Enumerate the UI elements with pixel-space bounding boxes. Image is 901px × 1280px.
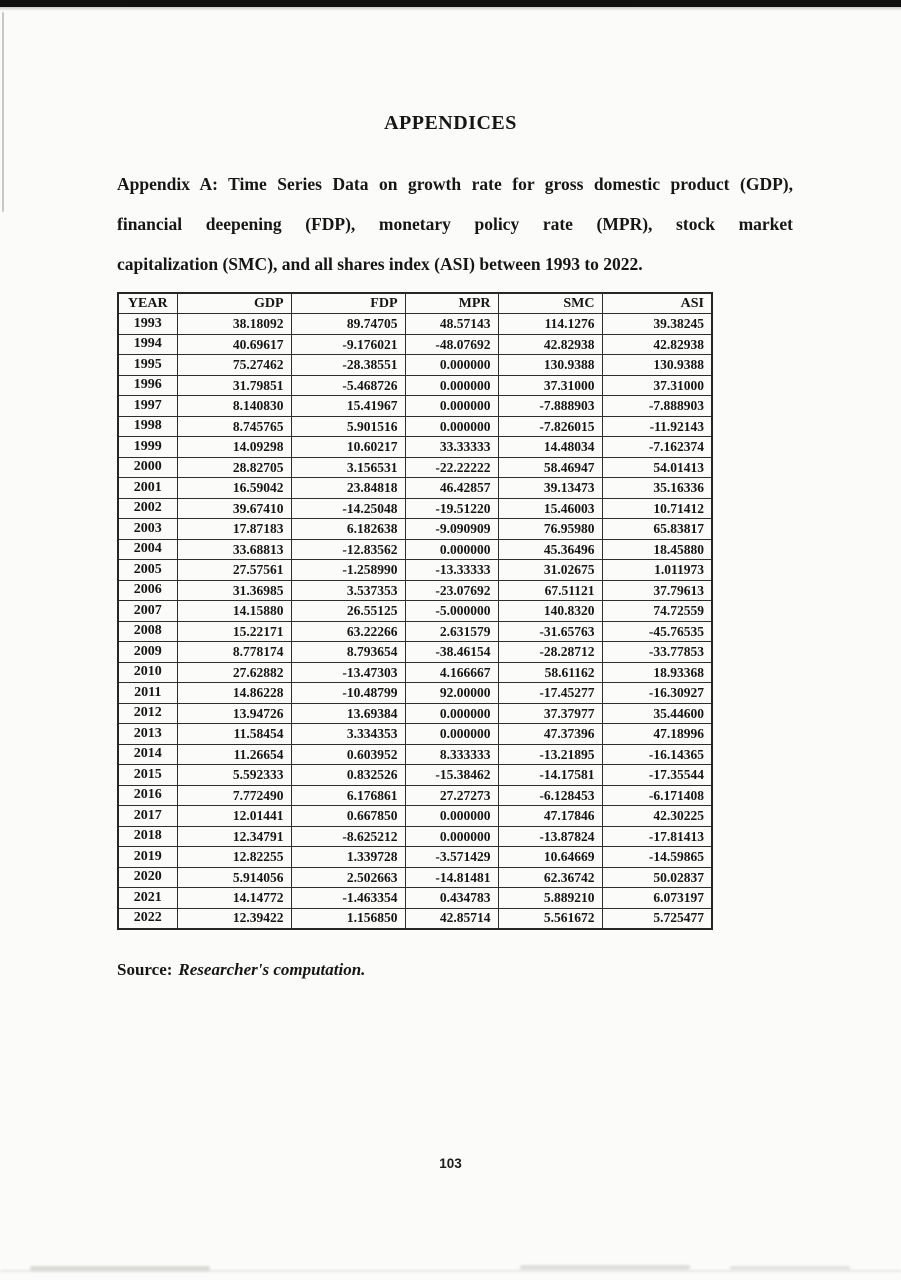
table-cell: -19.51220 [405,498,498,519]
table-row [118,785,712,806]
table-cell: 12.82255 [177,847,291,868]
table-cell-year: 1997 [118,396,177,417]
table-cell: 1.011973 [602,560,712,581]
table-cell: 8.140830 [177,396,291,417]
table-cell-year: 2008 [118,621,177,642]
table-cell: -22.22222 [405,457,498,478]
table-row [118,539,712,560]
table-cell: 0.667850 [291,806,405,827]
table-cell: -1.258990 [291,560,405,581]
table-body [118,314,712,929]
table-row [118,416,712,437]
table-cell: 42.85714 [405,908,498,929]
table-cell: 6.073197 [602,888,712,909]
table-cell: 27.57561 [177,560,291,581]
table-cell: 8.333333 [405,744,498,765]
table-cell: -7.888903 [602,396,712,417]
table-cell: 65.83817 [602,519,712,540]
table-cell: -14.25048 [291,498,405,519]
appendix-label: Appendix A: [117,174,218,194]
table-row [118,724,712,745]
table-cell: -13.21895 [498,744,602,765]
table-header-cell: GDP [177,293,291,314]
table-cell-year: 2011 [118,683,177,704]
table-row [118,314,712,335]
table-cell: -12.83562 [291,539,405,560]
page-number: 103 [439,1156,462,1171]
table-cell: 62.36742 [498,867,602,888]
table-cell: 76.95980 [498,519,602,540]
table-cell: 140.8320 [498,601,602,622]
table-cell: 17.87183 [177,519,291,540]
table-header-cell: MPR [405,293,498,314]
table-cell: -5.468726 [291,375,405,396]
table-cell: 47.37396 [498,724,602,745]
table-cell: -7.888903 [498,396,602,417]
table-cell: -17.81413 [602,826,712,847]
scan-top-shadow [0,7,901,11]
table-cell: -45.76535 [602,621,712,642]
source-note [117,960,365,980]
table-cell: 50.02837 [602,867,712,888]
table-cell: 4.166667 [405,662,498,683]
table-cell: 2.502663 [291,867,405,888]
table-cell-year: 2003 [118,519,177,540]
table-row [118,765,712,786]
table-cell: 42.30225 [602,806,712,827]
table-row [118,396,712,417]
table-cell: -11.92143 [602,416,712,437]
table-cell: 31.02675 [498,560,602,581]
table-cell: 18.45880 [602,539,712,560]
table-cell: 5.561672 [498,908,602,929]
table-cell: 12.34791 [177,826,291,847]
table-cell: 5.592333 [177,765,291,786]
table-cell: 14.48034 [498,437,602,458]
table-cell: -13.33333 [405,560,498,581]
table-cell: 3.537353 [291,580,405,601]
table-cell: 35.16336 [602,478,712,499]
table-row [118,580,712,601]
table-row [118,519,712,540]
table-cell-year: 1998 [118,416,177,437]
table-cell: 39.67410 [177,498,291,519]
table-cell: 0.434783 [405,888,498,909]
page-title: APPENDICES [384,112,517,134]
table-cell-year: 2007 [118,601,177,622]
scan-top-edge [0,0,901,7]
table-row [118,642,712,663]
table-row [118,498,712,519]
table-cell: 130.9388 [498,355,602,376]
appendix-caption-line-3 [117,244,793,284]
table-row [118,355,712,376]
table-cell: -1.463354 [291,888,405,909]
table-cell: -13.47303 [291,662,405,683]
table-cell: 39.13473 [498,478,602,499]
appendix-caption-text-1: Time Series Data on growth rate for gross domestic product (GDP), [228,174,793,194]
table-row [118,847,712,868]
table-cell: 3.156531 [291,457,405,478]
table-cell-year: 2021 [118,888,177,909]
table-cell: 6.182638 [291,519,405,540]
table-cell: -7.826015 [498,416,602,437]
table-cell: 40.69617 [177,334,291,355]
table-cell: 37.31000 [498,375,602,396]
table-cell: 37.31000 [602,375,712,396]
table-cell-year: 2012 [118,703,177,724]
table-cell: 38.18092 [177,314,291,335]
table-cell: 23.84818 [291,478,405,499]
table-cell-year: 2001 [118,478,177,499]
table-cell: 39.38245 [602,314,712,335]
table-cell: 89.74705 [291,314,405,335]
table-cell-year: 2016 [118,785,177,806]
table-row [118,601,712,622]
table-cell: 5.725477 [602,908,712,929]
table-cell: 5.901516 [291,416,405,437]
table-cell: 45.36496 [498,539,602,560]
table-cell: 2.631579 [405,621,498,642]
data-table [117,292,713,930]
table-cell: -28.28712 [498,642,602,663]
table-cell: 33.68813 [177,539,291,560]
table-cell: 10.60217 [291,437,405,458]
table-cell: -16.30927 [602,683,712,704]
table-cell: 31.36985 [177,580,291,601]
table-cell-year: 2014 [118,744,177,765]
table-cell-year: 2019 [118,847,177,868]
table-cell-year: 2009 [118,642,177,663]
table-cell: 27.62882 [177,662,291,683]
table-cell: 42.82938 [602,334,712,355]
table-cell: -9.090909 [405,519,498,540]
table-cell: 47.18996 [602,724,712,745]
table-cell-year: 2013 [118,724,177,745]
table-cell-year: 2015 [118,765,177,786]
table-cell: 14.14772 [177,888,291,909]
table-cell: 5.914056 [177,867,291,888]
table-cell-year: 1996 [118,375,177,396]
table-cell: -9.176021 [291,334,405,355]
table-cell: -15.38462 [405,765,498,786]
table-cell: -23.07692 [405,580,498,601]
table-row [118,457,712,478]
table-cell-year: 2002 [118,498,177,519]
table-cell-year: 1995 [118,355,177,376]
table-cell: 6.176861 [291,785,405,806]
table-cell: 33.33333 [405,437,498,458]
table-cell: 48.57143 [405,314,498,335]
table-cell: 26.55125 [291,601,405,622]
table-row [118,662,712,683]
table-cell: 35.44600 [602,703,712,724]
table-cell-year: 1993 [118,314,177,335]
table-row [118,437,712,458]
table-cell: -14.59865 [602,847,712,868]
table-header-cell: YEAR [118,293,177,314]
table-cell: 74.72559 [602,601,712,622]
table-cell: 14.86228 [177,683,291,704]
table-cell: 63.22266 [291,621,405,642]
table-row [118,334,712,355]
table-cell: 8.778174 [177,642,291,663]
table-cell: 130.9388 [602,355,712,376]
table-row [118,560,712,581]
table-cell: 31.79851 [177,375,291,396]
table-cell: -10.48799 [291,683,405,704]
appendix-caption-line-2 [117,204,793,244]
table-row [118,826,712,847]
table-cell: 13.94726 [177,703,291,724]
table-cell: 10.71412 [602,498,712,519]
table-cell: -31.65763 [498,621,602,642]
table-cell: 10.64669 [498,847,602,868]
table-cell: 12.39422 [177,908,291,929]
table-cell: 0.000000 [405,416,498,437]
table-cell: -16.14365 [602,744,712,765]
table-cell: 1.156850 [291,908,405,929]
table-cell: -7.162374 [602,437,712,458]
table-cell: -6.128453 [498,785,602,806]
table-row [118,806,712,827]
table-cell: 5.889210 [498,888,602,909]
table-header-cell: FDP [291,293,405,314]
table-cell: 0.000000 [405,375,498,396]
table-row [118,908,712,929]
table-cell: 47.17846 [498,806,602,827]
table-cell: 13.69384 [291,703,405,724]
table-cell-year: 2020 [118,867,177,888]
table-cell: 0.000000 [405,826,498,847]
table-cell: -13.87824 [498,826,602,847]
table-cell-year: 2022 [118,908,177,929]
table-cell-year: 2006 [118,580,177,601]
table-cell: 0.000000 [405,724,498,745]
table-header-row [118,293,712,314]
table-cell: 37.79613 [602,580,712,601]
table-row [118,867,712,888]
table-cell: -38.46154 [405,642,498,663]
table-cell: -17.35544 [602,765,712,786]
table-cell: 7.772490 [177,785,291,806]
table-row [118,478,712,499]
table-cell: 0.000000 [405,539,498,560]
table-row [118,888,712,909]
table-row [118,621,712,642]
table-cell: 15.41967 [291,396,405,417]
table-cell: -8.625212 [291,826,405,847]
table-cell: 14.09298 [177,437,291,458]
table-cell: 0.603952 [291,744,405,765]
table-cell: 16.59042 [177,478,291,499]
table-header-cell: ASI [602,293,712,314]
table-cell-year: 1999 [118,437,177,458]
table-cell-year: 2004 [118,539,177,560]
table-cell: 14.15880 [177,601,291,622]
table-cell: -3.571429 [405,847,498,868]
table-cell: 75.27462 [177,355,291,376]
table-cell: 3.334353 [291,724,405,745]
table-cell: -14.81481 [405,867,498,888]
table-cell-year: 2005 [118,560,177,581]
table-cell: 92.00000 [405,683,498,704]
table-cell: 58.46947 [498,457,602,478]
table-row [118,375,712,396]
table-cell: -5.000000 [405,601,498,622]
table-cell: 46.42857 [405,478,498,499]
table-row [118,703,712,724]
table-cell: 0.000000 [405,806,498,827]
table-cell: 42.82938 [498,334,602,355]
table-cell: 15.22171 [177,621,291,642]
table-cell: -17.45277 [498,683,602,704]
appendix-caption-line-1 [117,164,793,204]
table-cell-year: 2000 [118,457,177,478]
table-cell: 0.832526 [291,765,405,786]
table-cell: -14.17581 [498,765,602,786]
scan-bottom-smudge [0,1264,901,1274]
source-text: Researcher's computation. [178,960,366,979]
table-cell: 0.000000 [405,396,498,417]
table-cell: 37.37977 [498,703,602,724]
table-cell: 18.93368 [602,662,712,683]
table-cell: 0.000000 [405,355,498,376]
appendix-caption-text-2: financial deepening (FDP), monetary policy rate (MPR), stock market [117,214,793,234]
table-cell: 54.01413 [602,457,712,478]
table-cell: 15.46003 [498,498,602,519]
table-cell: 58.61162 [498,662,602,683]
table-cell-year: 2018 [118,826,177,847]
table-cell: 67.51121 [498,580,602,601]
appendix-caption [117,164,793,284]
table-cell: -6.171408 [602,785,712,806]
table-cell-year: 2017 [118,806,177,827]
table-cell: 12.01441 [177,806,291,827]
table-cell: 28.82705 [177,457,291,478]
table-cell: 27.27273 [405,785,498,806]
table-cell: 1.339728 [291,847,405,868]
table-cell: 8.793654 [291,642,405,663]
table-row [118,744,712,765]
table-cell-year: 1994 [118,334,177,355]
source-label: Source: [117,960,173,979]
table-cell: -28.38551 [291,355,405,376]
table-cell: 11.26654 [177,744,291,765]
table-cell: 114.1276 [498,314,602,335]
table-header-cell: SMC [498,293,602,314]
table-cell: 0.000000 [405,703,498,724]
table-row [118,683,712,704]
table-cell-year: 2010 [118,662,177,683]
table-cell: 8.745765 [177,416,291,437]
appendix-caption-text-3: capitalization (SMC), and all shares index (ASI) between 1993 to 2022. [117,254,643,274]
table-cell: -33.77853 [602,642,712,663]
table-cell: 11.58454 [177,724,291,745]
table-cell: -48.07692 [405,334,498,355]
